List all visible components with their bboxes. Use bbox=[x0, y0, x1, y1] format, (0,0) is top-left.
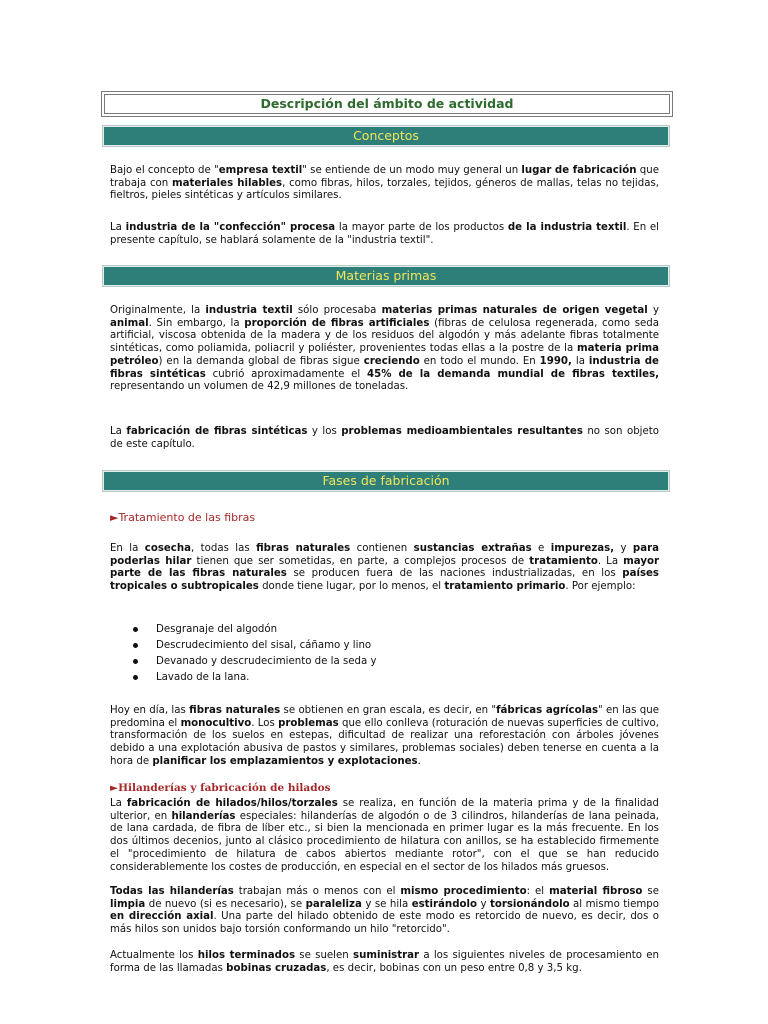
list-item: Desgranaje del algodón bbox=[110, 622, 377, 638]
paragraph-fibras-sinteticas: La fabricación de fibras sintéticas y los problemas medioambientales resultantes no son objeto de este capítulo. bbox=[110, 426, 659, 450]
title-box bbox=[101, 91, 673, 117]
section-header-materias-primas: Materias primas bbox=[102, 265, 670, 287]
paragraph-industria-confeccion: La industria de la "confección" procesa la mayor parte de los productos de la industria textil. En el presente capítulo, se hablará solamente de la "industria textil". bbox=[110, 222, 659, 246]
subheading-hilanderias: ►Hilanderías y fabricación de hilados bbox=[110, 782, 331, 794]
page-title: Descripción del ámbito de actividad bbox=[104, 94, 670, 114]
list-item: Devanado y descrudecimiento de la seda y bbox=[110, 654, 377, 670]
section-header-fases-fabricacion: Fases de fabricación bbox=[102, 470, 670, 492]
list-item: Descrudecimiento del sisal, cáñamo y lino bbox=[110, 638, 377, 654]
paragraph-concepto-empresa-textil: Bajo el concepto de "empresa textil" se entiende de un modo muy general un lugar de fabricación que trabaja con materiales hilables, como fibras, hilos, torzales, tejidos, géneros de mallas, telas no tejidas, fieltros, pieles sintéticas y artículos similares. bbox=[110, 165, 659, 202]
paragraph-hilos-terminados: Actualmente los hilos terminados se suelen suministrar a los siguientes niveles de procesamiento en forma de las llamadas bobinas cruzadas, es decir, bobinas con un peso entre 0,8 y 3,5 kg. bbox=[110, 950, 659, 974]
paragraph-materias-primas: Originalmente, la industria textil sólo procesaba materias primas naturales de origen vegetal y animal. Sin embargo, la proporción de fibras artificiales (fibras de celulosa regenerada, como seda artificial, viscosa obtenida de la madera y de los residuos del algodón y más adelante fibras totalmente sintéticas, como poliamida, poliacril y poliéster, provenientes todas ellas a la postre de la materia prima petróleo) en la demanda global de fibras sigue creciendo en todo el mundo. En 1990, la industria de fibras sintéticas cubrió aproximadamente el 45% de la demanda mundial de fibras textiles, representando un volumen de 42,9 millones de toneladas. bbox=[110, 305, 660, 393]
subheading-tratamiento-fibras: ►Tratamiento de las fibras bbox=[110, 511, 256, 524]
paragraph-procedimiento-hilanderias: Todas las hilanderías trabajan más o menos con el mismo procedimiento: el material fibroso se limpia de nuevo (si es necesario), se paraleliza y se hila estirándolo y torsionándolo al mismo tiempo en dirección axial. Una parte del hilado obtenido de este modo es retorcido de nuevo, es decir, dos o más hilos son unidos bajo torsión conformando un hilo "retorcido". bbox=[110, 886, 659, 936]
section-header-conceptos: Conceptos bbox=[102, 125, 670, 147]
treatment-list bbox=[110, 622, 377, 686]
list-item: Lavado de la lana. bbox=[110, 670, 377, 686]
paragraph-tratamiento: En la cosecha, todas las fibras naturales contienen sustancias extrañas e impurezas, y para poderlas hilar tienen que ser sometidas, en parte, a complejos procesos de tratamiento. La mayor parte de las fibras naturales se producen fuera de las naciones industrializadas, en los países tropicales o subtropicales donde tiene lugar, por lo menos, el tratamiento primario. Por ejemplo: bbox=[110, 543, 659, 593]
paragraph-fibras-naturales: Hoy en día, las fibras naturales se obtienen en gran escala, es decir, en "fábricas agrícolas" en las que predomina el monocultivo. Los problemas que ello conlleva (roturación de nuevas superficies de cultivo, transformación de los suelos en estepas, dificultad de realizar una reforestación con árboles jóvenes debido a una explotación abusiva de pastos y similares, problemas sociales) deben tenerse en cuenta a la hora de planificar los emplazamientos y explotaciones. bbox=[110, 705, 659, 767]
paragraph-fabricacion-hilados: La fabricación de hilados/hilos/torzales se realiza, en función de la materia prima y de la finalidad ulterior, en hilanderías especiales: hilanderías de algodón o de 3 cilindros, hilanderías de lana peinada, de lana cardada, de fibra de líber etc., si bien la mencionada en primer lugar es la más frecuente. En los dos últimos decenios, junto al clásico procedimiento de hilatura con anillos, se ha establecido firmemente el "procedimiento de hilatura de cabos abiertos mediante rotor", con el que se han reducido considerablemente los costes de producción, en especial en el sector de los hilados más gruesos. bbox=[110, 798, 659, 873]
